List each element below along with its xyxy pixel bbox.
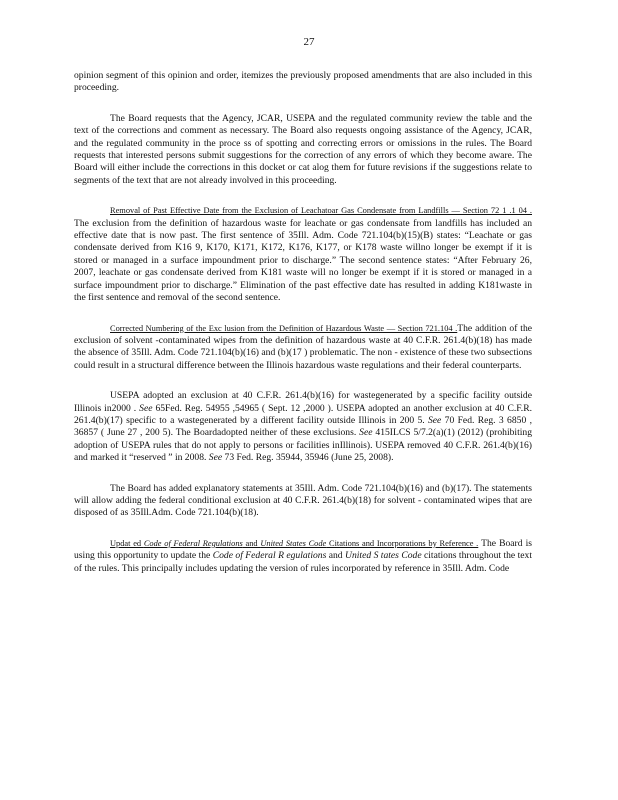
paragraph-text: The Board is using this opportunity to update the: [74, 537, 532, 562]
paragraph-text: 73 Fed. Reg. 35944, 35946 (June 25, 2008).: [222, 452, 394, 464]
paragraph-text: The addition of the exclusion of solvent -contaminated wipes from the definition of hazardous waste at 40 C.F.R. 261.4(b)(18) has made the absence of 35Ill. Adm. Code 721.104(b)(16) and (b)(17 ) problematic. The non - existence of these two subsections could result in a structural difference between the Illinois hazardous waste regulations and their federal counterparts.: [74, 322, 533, 371]
heading-part: Citations and Incorporations by Reference .: [326, 538, 479, 548]
paragraph-text: and: [326, 550, 346, 562]
heading-part-italic: United States Code: [260, 538, 327, 548]
paragraph-opinion-segment: opinion segment of this opinion and order, itemizes the previously proposed amendments that are also included in this proceeding.: [74, 70, 532, 94]
paragraph-updated-citations: [74, 538, 532, 575]
paragraph-text: 65Fed. Reg. 54955 ,54965 ( Sept. 12 ,2000 ). USEPA adopted an another exclusion at 40 C.F.R. 261.4(b)(17) specific to a wastegenerated by a different facility outside Illinois in 200 5.: [74, 402, 533, 426]
heading-part-italic: Code of Federal Regulations: [143, 538, 243, 548]
paragraph-explanatory-statements: The Board has added explanatory statements at 35Ill. Adm. Code 721.104(b)(16) and (b)(17). The statements will allow adding the federal conditional exclusion at 40 C.F.R. 261.4(b)(18) for solvent - contaminated wipes that are disposed of as 35Ill.Adm. Code 721.104(b)(18).: [74, 482, 532, 519]
section-heading-citations: [110, 539, 478, 548]
paragraph-text: 415ILCS 5/7.2(a)(1) (2012) (prohibiting adoption of USEPA rules that do not apply to persons or facilities inIllinois). USEPA removed 40 C.F.R. 261.4(b)(16) and marked it “reserved ” in 2008.: [74, 427, 532, 464]
paragraph-text: The exclusion from the definition of hazardous waste for leachate or gas condensate from landfills has included an effective date that is now past. The first sentence of 35Ill. Adm. Code 721.104(b)(15)(B) states: “Leachate or gas condensate derived from K16 9, K170, K171, K172, K176, K177, or K178 waste willno longer be exempt if it is stored or managed in a surface impoundment prior to discharge.” The second sentence states: “After February 26, 2007, leachate or gas condensate derived from K181 waste will no longer be exempt if it is stored or managed in a surface impoundment prior to discharge.” Elimination of the past effective date has resulted in adding K181waste in the first sentence and removal of the second sentence.: [74, 217, 532, 304]
page-number: 27: [303, 36, 315, 48]
citation-signal: See: [208, 452, 223, 464]
paragraph-corrected-numbering: [74, 323, 532, 373]
paragraph-text: USEPA adopted an exclusion at 40 C.F.R. 261.4(b)(16) for wastegenerated by a specific facility outside Illinois in2000 .: [74, 390, 532, 414]
paragraph-usepa-exclusion: [74, 390, 532, 464]
heading-part: Updat ed: [110, 538, 144, 548]
heading-part: and: [242, 538, 261, 548]
paragraph-leachate-exclusion: [74, 205, 532, 304]
section-heading-leachate: Removal of Past Effective Date from the Exclusion of Leachatoar Gas Condensate from Landfills — Section 72 1 .1 04 .: [110, 206, 532, 216]
citation-signal: See: [428, 414, 442, 426]
italic-text: United S tates Code: [345, 550, 422, 562]
paragraph-text: 70 Fed. Reg. 3 6850 , 36857 ( June 27 , 200 5). The Boardadopted neither of these exclusions.: [74, 414, 532, 439]
citation-signal: See: [139, 402, 153, 414]
citation-signal: See: [359, 427, 373, 439]
section-heading-numbering: Corrected Numbering of the Exc lusion from the Definition of Hazardous Waste — Section 721.104 .: [110, 323, 458, 333]
paragraph-board-requests: The Board requests that the Agency, JCAR, USEPA and the regulated community review the table and the text of the corrections and comment as necessary. The Board also requests ongoing assistance of the Agency, JCAR, and the regulated community in the proce ss of spotting and correcting errors or omissions in the rules. The Board requests that interested persons submit suggestions for the correction of any errors of which they become aware. The Board will either include the corrections in this docket or cat alog them for future revisions if the suggestions relate to segments of the text that are not already involved in this proceeding.: [74, 112, 532, 186]
italic-text: Code of Federal R egulations: [212, 550, 327, 562]
paragraph-text: citations throughout the text of the rules. This principally includes updating the version of rules incorporated by reference in 35Ill. Adm. Code: [74, 550, 532, 574]
document-body: [74, 70, 532, 593]
